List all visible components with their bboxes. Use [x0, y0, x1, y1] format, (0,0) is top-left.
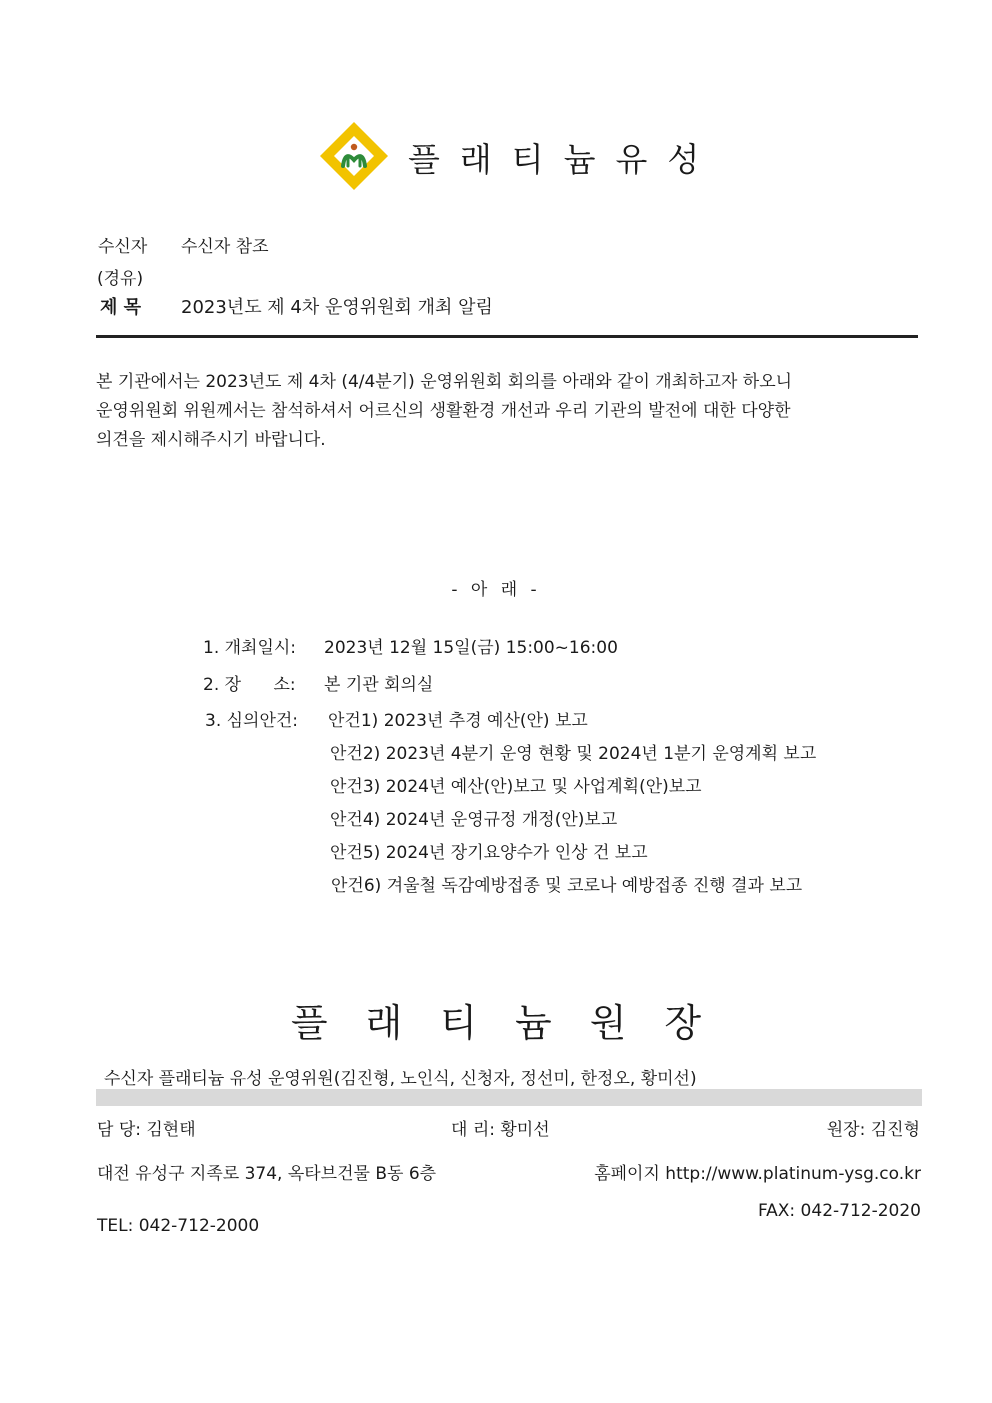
tel-number: TEL: 042-712-2000: [97, 1216, 260, 1236]
body-paragraph: [96, 368, 920, 455]
agenda-item-1: 안건1) 2023년 추경 예산(안) 보고: [328, 711, 588, 731]
item-value-location: 본 기관 회의실: [324, 675, 434, 695]
address: 대전 유성구 지족로 374, 옥타브건물 B동 6층: [97, 1164, 437, 1184]
staff-director: 원장: 김진형: [826, 1120, 920, 1140]
diamond-logo-icon: [318, 120, 390, 192]
fax-number: FAX: 042-712-2020: [757, 1201, 921, 1221]
subject-value: 2023년도 제 4차 운영위원회 개최 알림: [181, 297, 493, 318]
notice-heading: - 아 래 -: [451, 580, 541, 600]
agenda-item-6: 안건6) 겨울철 독감예방접종 및 코로나 예방접종 진행 결과 보고: [331, 876, 803, 896]
subject-label: 제 목: [100, 297, 142, 318]
agenda-item-3: 안건3) 2024년 예산(안)보고 및 사업계획(안)보고: [330, 777, 702, 797]
header-divider: [96, 335, 918, 338]
recipient-value: 수신자 참조: [181, 237, 269, 257]
signer-title: 플래티늄원장: [290, 1001, 740, 1045]
agenda-item-4: 안건4) 2024년 운영규정 개정(안)보고: [330, 810, 618, 830]
recipient-label: 수신자: [98, 237, 148, 257]
staff-manager: 담 당: 김현태: [97, 1120, 196, 1140]
agenda-item-5: 안건5) 2024년 장기요양수가 인상 건 보고: [330, 843, 648, 863]
body-line: 운영위원회 위원께서는 참석하셔서 어르신의 생활환경 개선과 우리 기관의 발전에 대한 다양한: [96, 401, 791, 421]
organization-name: 플래티늄유성: [408, 140, 720, 179]
agenda-item-2: 안건2) 2023년 4분기 운영 현황 및 2024년 1분기 운영계획 보고: [330, 744, 817, 764]
item-label-location: 2. 장 소:: [203, 675, 296, 695]
footer-shade-bar: [96, 1089, 922, 1106]
recipients-line: 수신자 플래티늄 유성 운영위원(김진형, 노인식, 신청자, 정선미, 한정오, 황미선): [104, 1069, 697, 1089]
homepage: 홈페이지 http://www.platinum-ysg.co.kr: [594, 1164, 921, 1184]
via-label: (경유): [97, 269, 144, 289]
item-value-datetime: 2023년 12월 15일(금) 15:00~16:00: [324, 638, 618, 658]
staff-deputy: 대 리: 황미선: [451, 1120, 550, 1140]
body-line: 본 기관에서는 2023년도 제 4차 (4/4분기) 운영위원회 회의를 아래와 같이 개최하고자 하오니: [96, 372, 793, 392]
body-line: 의견을 제시해주시기 바랍니다.: [96, 430, 326, 450]
item-label-datetime: 1. 개최일시:: [203, 638, 297, 658]
item-label-agenda: 3. 심의안건:: [205, 711, 299, 731]
